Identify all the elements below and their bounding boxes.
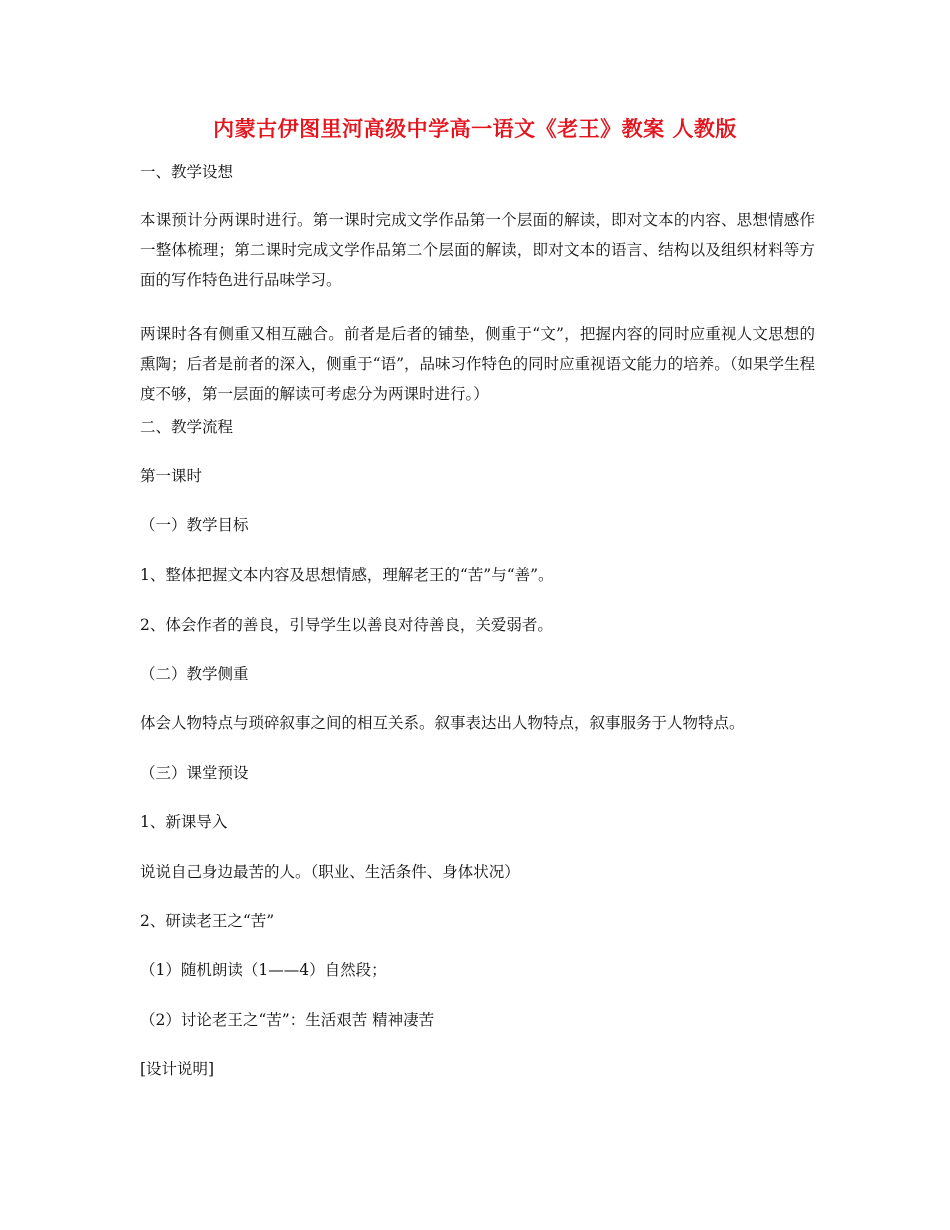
design-note-label: [设计说明] [140,1060,215,1078]
step-study-hardship: 2、研读老王之“苦” [140,912,275,930]
focus-text: 体会人物特点与琐碎叙事之间的相互关系。叙事表达出人物特点，叙事服务于人物特点。 [140,714,745,732]
subheading-teaching-focus: （二）教学侧重 [140,665,249,683]
document-title: 内蒙古伊图里河高级中学高一语文《老王》教案 人教版 [213,117,737,141]
paragraph-lesson-emphasis: 两课时各有侧重又相互融合。前者是后者的铺垫，侧重于“文”，把握内容的同时应重视人文思想的熏陶；后者是前者的深入，侧重于“语”，品味习作特色的同时应重视语文能力的培养。（如果学生程度不够，第一层面的解读可考虑分为两课时进行。） [140,325,815,403]
subheading-class-preset: （三）课堂预设 [140,764,249,782]
lesson-one-heading: 第一课时 [140,467,203,485]
paragraph-lesson-plan: 本课预计分两课时进行。第一课时完成文学作品第一个层面的解读，即对文本的内容、思想情感作一整体梳理；第二课时完成文学作品第二个层面的解读，即对文本的语言、结构以及组织材料等方面的写作特色进行品味学习。 [140,211,815,289]
step-intro-text: 说说自己身边最苦的人。（职业、生活条件、身体状况） [140,863,520,881]
step-study-sub-2: （2）讨论老王之“苦”：生活艰苦 精神凄苦 [140,1011,435,1029]
subheading-teaching-goals: （一）教学目标 [140,516,249,534]
step-new-lesson-intro: 1、新课导入 [140,813,228,831]
goal-item-2: 2、体会作者的善良，引导学生以善良对待善良，关爱弱者。 [140,616,553,634]
step-study-sub-1: （1）随机朗读（1——4）自然段； [140,961,387,979]
section-heading-teaching-process: 二、教学流程 [140,418,234,436]
goal-item-1: 1、整体把握文本内容及思想情感，理解老王的“苦”与“善”。 [140,566,554,584]
section-heading-teaching-concept: 一、教学设想 [140,163,234,181]
